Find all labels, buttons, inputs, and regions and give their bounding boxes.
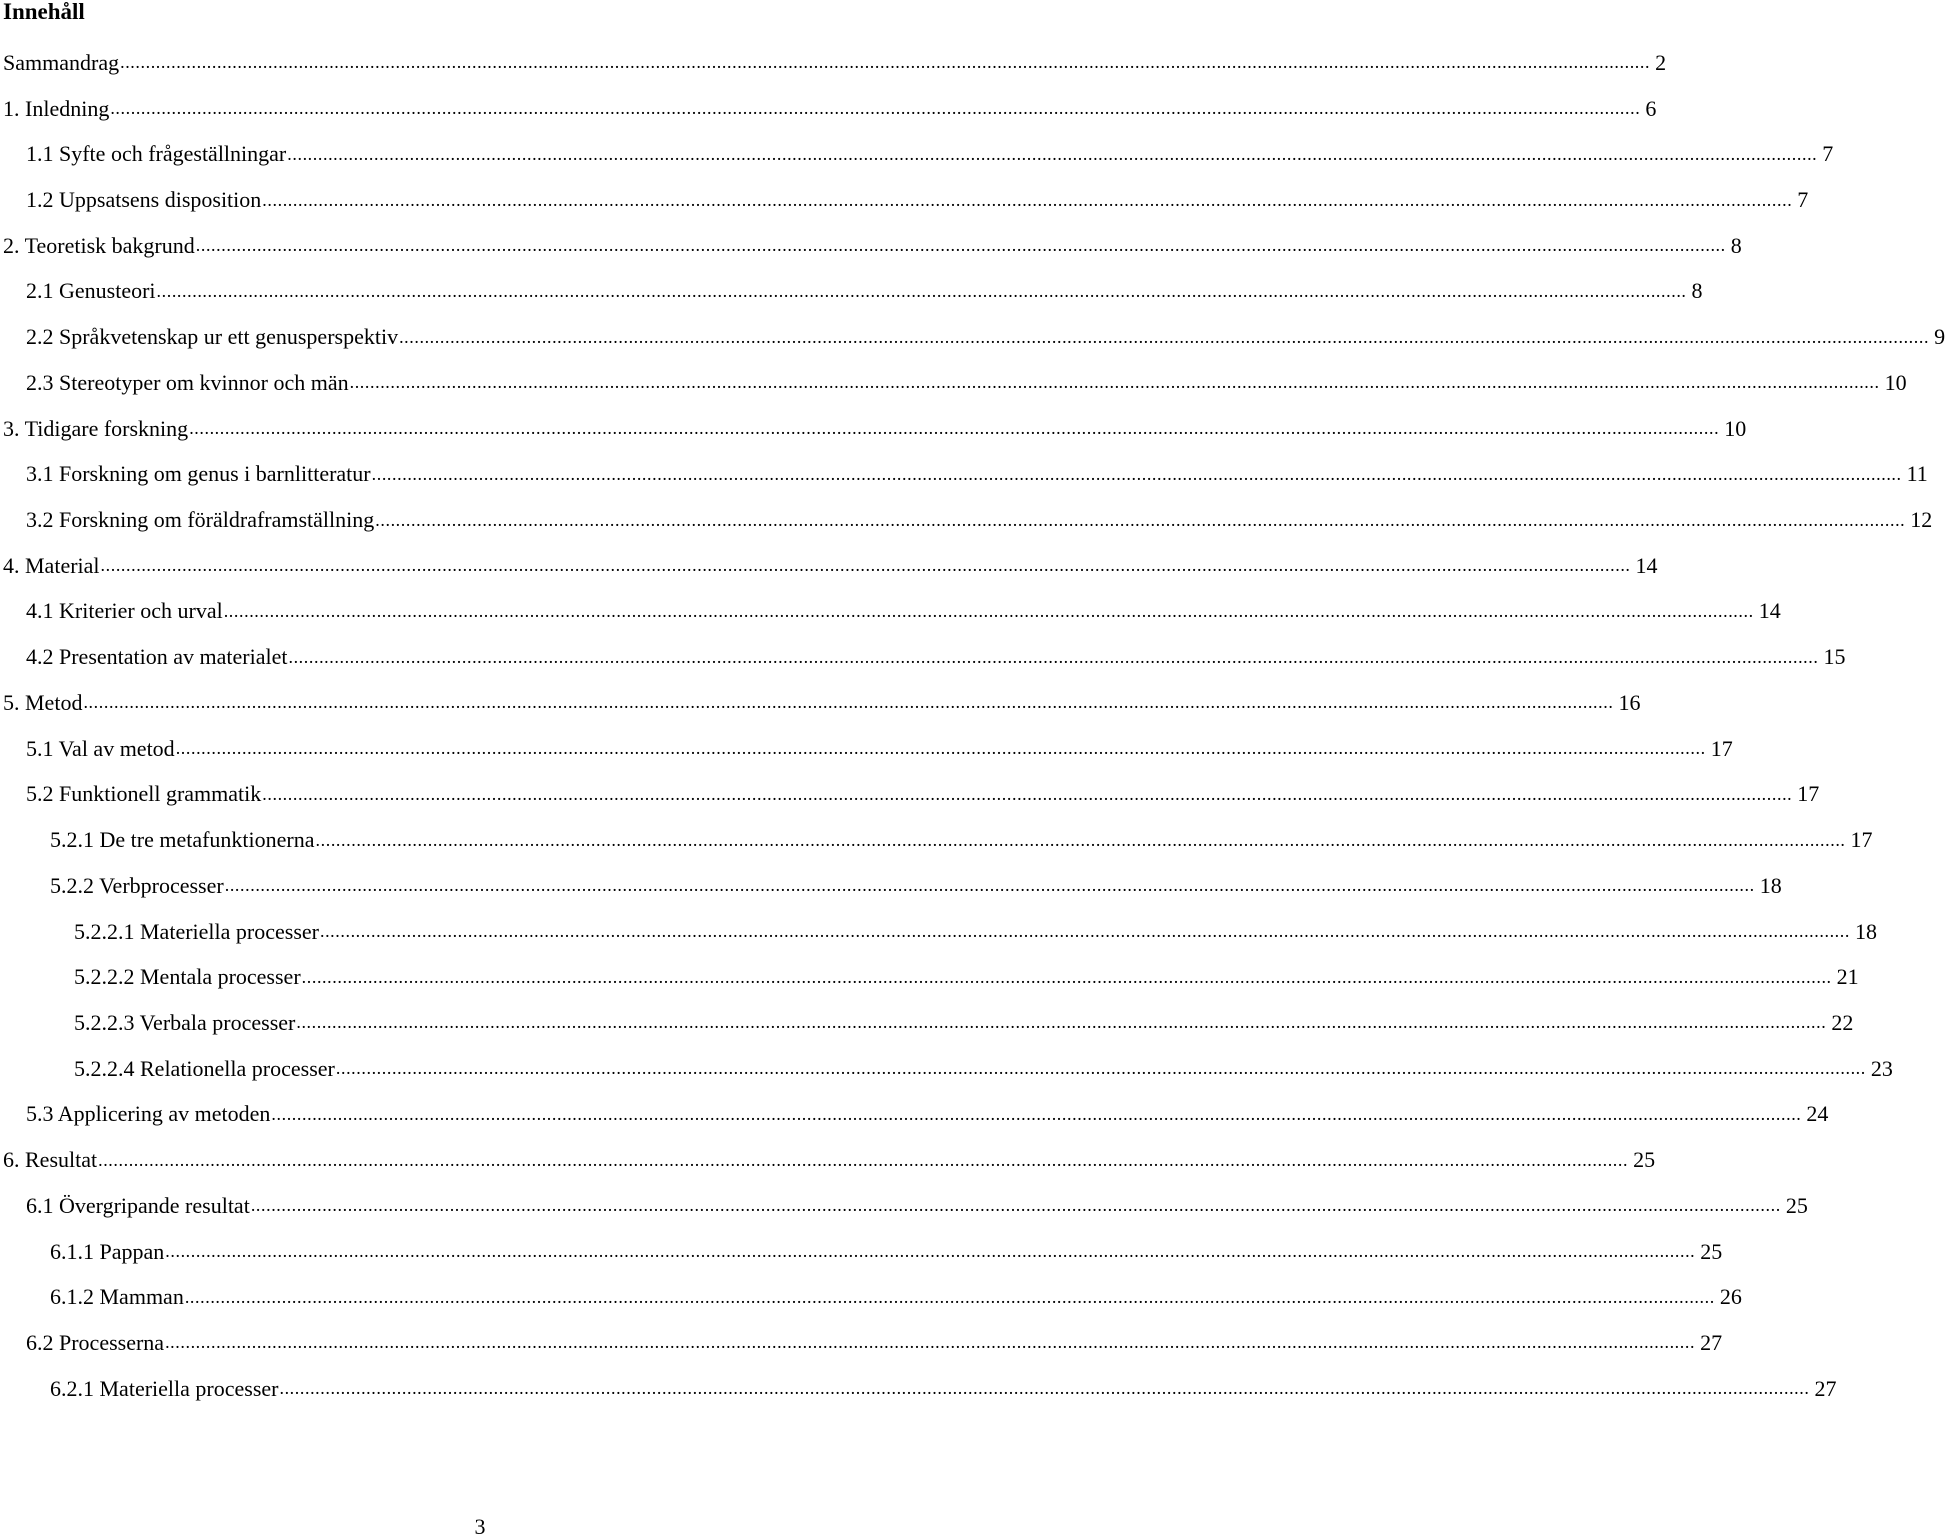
toc-entry-label: 5. Metod — [3, 689, 83, 715]
dot-leader: ............................................................................................................................................................................................................................................................................................................ — [335, 1058, 1866, 1079]
toc-entry-label: 6.1.2 Mamman — [50, 1284, 184, 1310]
toc-entry[interactable] — [0, 909, 1877, 955]
dot-leader: ............................................................................................................................................................................................................................................................................................................ — [288, 646, 1819, 667]
toc-entry[interactable] — [0, 497, 1933, 543]
toc-entry[interactable] — [0, 451, 1928, 497]
dot-leader: ............................................................................................................................................................................................................................................................................................................ — [287, 143, 1818, 164]
toc-entry-page: 7 — [1797, 187, 1809, 213]
toc-entry-page: 8 — [1691, 278, 1703, 304]
dot-leader: ............................................................................................................................................................................................................................................................................................................ — [250, 1195, 1781, 1216]
toc-entry-page: 21 — [1836, 964, 1859, 990]
toc-entry[interactable] — [0, 86, 1657, 132]
toc-entry[interactable] — [0, 269, 1703, 315]
toc-entry-page: 27 — [1700, 1329, 1723, 1355]
toc-entry-label: 6.1 Övergripande resultat — [26, 1192, 250, 1218]
toc-entry[interactable] — [0, 863, 1782, 909]
toc-entry-page: 17 — [1710, 735, 1733, 761]
page-number: 3 — [474, 1514, 486, 1539]
toc-entry-page: 12 — [1910, 507, 1933, 533]
dot-leader: ............................................................................................................................................................................................................................................................................................................ — [165, 1332, 1696, 1353]
toc-entry-label: 6.1.1 Pappan — [50, 1238, 165, 1264]
toc-entry-label: 4.1 Kriterier och urval — [26, 598, 223, 624]
dot-leader: ............................................................................................................................................................................................................................................................................................................ — [371, 463, 1902, 484]
toc-entry[interactable] — [0, 680, 1641, 726]
toc-entry-label: 5.2 Funktionell grammatik — [26, 781, 262, 807]
toc-entry-label: 5.3 Applicering av metoden — [26, 1101, 271, 1127]
dot-leader: ............................................................................................................................................................................................................................................................................................................ — [223, 600, 1754, 621]
toc-entry-page: 2 — [1655, 49, 1667, 75]
dot-leader: ............................................................................................................................................................................................................................................................................................................ — [98, 1149, 1629, 1170]
toc-entry-page: 25 — [1633, 1147, 1656, 1173]
toc-entry-label: 6.2.1 Materiella processer — [50, 1375, 279, 1401]
toc-entry[interactable] — [0, 543, 1658, 589]
toc-entry-label: 4. Material — [3, 552, 100, 578]
toc-entry-page: 6 — [1645, 95, 1657, 121]
toc-entry[interactable] — [0, 954, 1859, 1000]
dot-leader: ............................................................................................................................................................................................................................................................................................................ — [189, 418, 1720, 439]
dot-leader: ............................................................................................................................................................................................................................................................................................................ — [296, 1012, 1827, 1033]
toc-entry-label: 2. Teoretisk bakgrund — [3, 232, 195, 258]
toc-entry-label: Sammandrag — [3, 49, 120, 75]
table-of-contents — [0, 40, 1945, 1412]
dot-leader: ............................................................................................................................................................................................................................................................................................................ — [195, 235, 1726, 256]
toc-entry-page: 10 — [1724, 415, 1747, 441]
toc-entry-label: 5.2.1 De tre metafunktionerna — [50, 827, 315, 853]
toc-entry[interactable] — [0, 314, 1945, 360]
toc-entry-label: 1.2 Uppsatsens disposition — [26, 187, 262, 213]
dot-leader: ............................................................................................................................................................................................................................................................................................................ — [271, 1103, 1802, 1124]
toc-entry-page: 25 — [1700, 1238, 1723, 1264]
toc-entry-page: 27 — [1814, 1375, 1837, 1401]
dot-leader: ............................................................................................................................................................................................................................................................................................................ — [315, 829, 1846, 850]
toc-entry-label: 1.1 Syfte och frågeställningar — [26, 141, 287, 167]
toc-entry-page: 9 — [1934, 324, 1945, 350]
toc-heading: Innehåll — [3, 0, 85, 24]
toc-entry-label: 5.2.2.1 Materiella processer — [74, 918, 319, 944]
toc-entry-page: 18 — [1854, 918, 1877, 944]
toc-entry[interactable] — [0, 1092, 1829, 1138]
toc-entry-label: 2.2 Språkvetenskap ur ett genusperspektiv — [26, 324, 399, 350]
toc-entry[interactable] — [0, 223, 1742, 269]
dot-leader: ............................................................................................................................................................................................................................................................................................................ — [399, 326, 1930, 347]
toc-entry-label: 2.1 Genusteori — [26, 278, 156, 304]
dot-leader: ............................................................................................................................................................................................................................................................................................................ — [184, 1286, 1715, 1307]
toc-entry-page: 23 — [1870, 1055, 1893, 1081]
dot-leader: ............................................................................................................................................................................................................................................................................................................ — [156, 280, 1687, 301]
toc-entry[interactable] — [0, 1229, 1723, 1275]
toc-entry[interactable] — [0, 360, 1907, 406]
toc-entry[interactable] — [0, 1366, 1837, 1412]
toc-entry-label: 5.2.2 Verbprocesser — [50, 872, 224, 898]
toc-entry-label: 5.2.2.2 Mentala processer — [74, 964, 301, 990]
toc-entry-page: 8 — [1730, 232, 1742, 258]
dot-leader: ............................................................................................................................................................................................................................................................................................................ — [175, 738, 1706, 759]
toc-entry[interactable] — [0, 726, 1733, 772]
toc-entry-label: 3.2 Forskning om föräldraframställning — [26, 507, 375, 533]
toc-entry-page: 26 — [1719, 1284, 1742, 1310]
toc-entry[interactable] — [0, 1183, 1808, 1229]
toc-entry[interactable] — [0, 1000, 1854, 1046]
dot-leader: ............................................................................................................................................................................................................................................................................................................ — [83, 692, 1614, 713]
toc-entry-page: 17 — [1797, 781, 1820, 807]
toc-entry[interactable] — [0, 177, 1809, 223]
toc-entry-label: 2.3 Stereotyper om kvinnor och män — [26, 369, 349, 395]
toc-entry[interactable] — [0, 131, 1834, 177]
dot-leader: ............................................................................................................................................................................................................................................................................................................ — [279, 1378, 1810, 1399]
toc-entry-page: 14 — [1635, 552, 1658, 578]
toc-entry-label: 5.1 Val av metod — [26, 735, 175, 761]
toc-entry-page: 22 — [1831, 1009, 1854, 1035]
toc-entry-label: 6. Resultat — [3, 1147, 98, 1173]
dot-leader: ............................................................................................................................................................................................................................................................................................................ — [110, 98, 1641, 119]
toc-entry-page: 15 — [1823, 644, 1846, 670]
toc-entry-label: 3. Tidigare forskning — [3, 415, 189, 441]
toc-entry-label: 3.1 Forskning om genus i barnlitteratur — [26, 461, 371, 487]
dot-leader: ............................................................................................................................................................................................................................................................................................................ — [165, 1241, 1696, 1262]
toc-entry[interactable] — [0, 1046, 1893, 1092]
toc-entry[interactable] — [0, 1274, 1742, 1320]
toc-entry-page: 18 — [1759, 872, 1782, 898]
toc-entry[interactable] — [0, 1137, 1656, 1183]
toc-entry-label: 4.2 Presentation av materialet — [26, 644, 288, 670]
toc-entry-page: 7 — [1822, 141, 1834, 167]
toc-entry[interactable] — [0, 1320, 1723, 1366]
toc-entry-label: 5.2.2.4 Relationella processer — [74, 1055, 335, 1081]
toc-entry-page: 16 — [1618, 689, 1641, 715]
dot-leader: ............................................................................................................................................................................................................................................................................................................ — [301, 966, 1832, 987]
toc-entry[interactable] — [0, 406, 1747, 452]
toc-entry-page: 11 — [1906, 461, 1928, 487]
toc-entry[interactable] — [0, 40, 1667, 86]
dot-leader: ............................................................................................................................................................................................................................................................................................................ — [120, 52, 1651, 73]
dot-leader: ............................................................................................................................................................................................................................................................................................................ — [100, 555, 1631, 576]
toc-entry[interactable] — [0, 589, 1781, 635]
toc-entry-page: 10 — [1884, 369, 1907, 395]
dot-leader: ............................................................................................................................................................................................................................................................................................................ — [349, 372, 1880, 393]
toc-entry-label: 6.2 Processerna — [26, 1329, 165, 1355]
toc-entry-label: 1. Inledning — [3, 95, 110, 121]
toc-entry[interactable] — [0, 634, 1846, 680]
toc-entry[interactable] — [0, 772, 1820, 818]
dot-leader: ............................................................................................................................................................................................................................................................................................................ — [262, 189, 1793, 210]
toc-entry[interactable] — [0, 817, 1873, 863]
dot-leader: ............................................................................................................................................................................................................................................................................................................ — [319, 921, 1850, 942]
dot-leader: ............................................................................................................................................................................................................................................................................................................ — [224, 875, 1755, 896]
toc-entry-page: 25 — [1785, 1192, 1808, 1218]
dot-leader: ............................................................................................................................................................................................................................................................................................................ — [375, 509, 1906, 530]
toc-entry-page: 14 — [1758, 598, 1781, 624]
toc-entry-page: 17 — [1850, 827, 1873, 853]
dot-leader: ............................................................................................................................................................................................................................................................................................................ — [262, 783, 1793, 804]
toc-entry-page: 24 — [1806, 1101, 1829, 1127]
toc-entry-label: 5.2.2.3 Verbala processer — [74, 1009, 296, 1035]
